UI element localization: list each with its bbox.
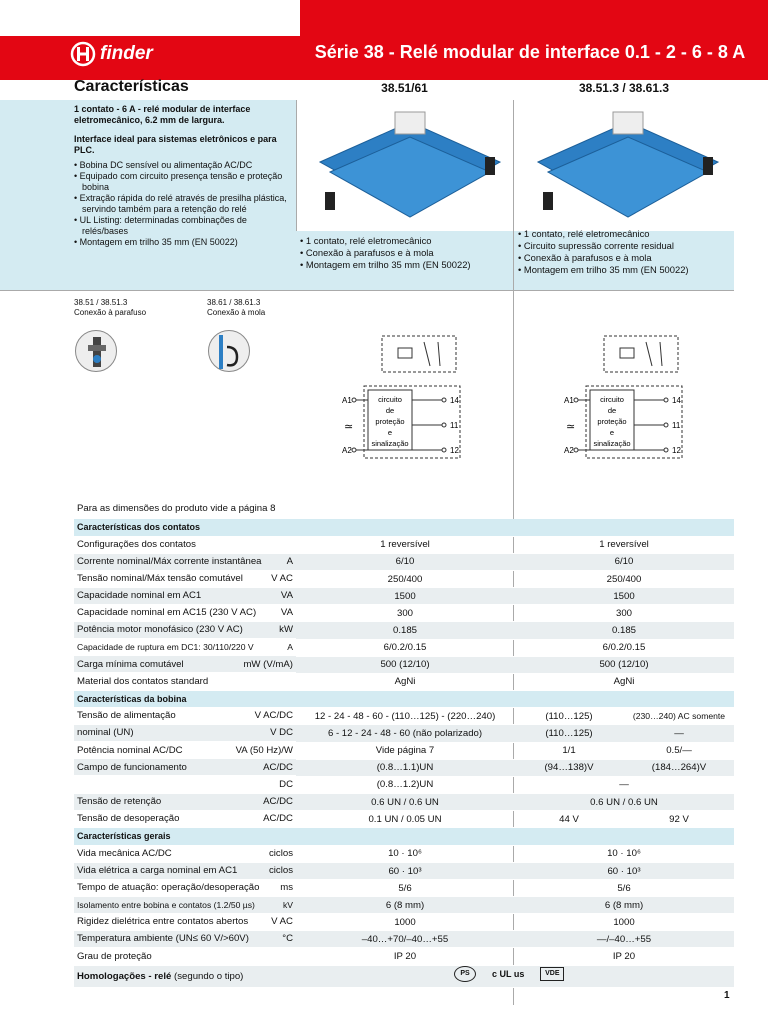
- intro-bold-2: Interface ideal para sistemas eletrônicos e para PLC.: [74, 134, 277, 155]
- intro-bold-1: 1 contato - 6 A - relé modular de interface eletromecânico, 6.2 mm de largura.: [74, 104, 251, 125]
- table-row: Temperatura ambiente (UN≤ 60 V/>60V) °C –40…+70/–40…+55 —/–40…+55: [74, 931, 734, 948]
- approval-marks: [454, 966, 564, 982]
- svg-text:de: de: [607, 406, 617, 415]
- spec-table: [74, 519, 734, 988]
- table-row: Capacidade nominal em AC1 VA 1500 1500: [74, 588, 734, 605]
- svg-text:circuito: circuito: [378, 395, 402, 404]
- feature-item: • Montagem em trilho 35 mm (EN 50022): [300, 259, 471, 270]
- table-row: Corrente nominal/Máx corrente instantânea A 6/10 6/10: [74, 553, 734, 571]
- table-row: Vida elétrica a carga nominal em AC1 ciclos 60 · 10³ 60 · 10³: [74, 863, 734, 880]
- svg-text:sinalização: sinalização: [593, 439, 631, 448]
- terminal-a1: A1: [564, 396, 574, 405]
- terminal-12: 12: [672, 446, 681, 455]
- col1-features: [300, 235, 510, 271]
- intro-bullet: • Montagem em trilho 35 mm (EN 50022): [74, 237, 238, 247]
- table-row: Configurações dos contatos 1 reversível 1 reversível: [74, 536, 734, 553]
- table-row: Isolamento entre bobina e contatos (1.2/50 µs) kV 6 (8 mm) 6 (8 mm): [74, 897, 734, 914]
- ul-mark-icon: c UL us: [492, 969, 525, 979]
- section-row-contacts: Características dos contatos: [74, 519, 734, 536]
- table-row: Capacidade de ruptura em DC1: 30/110/220 V A 6/0.2/0.15 6/0.2/0.15: [74, 639, 734, 656]
- terminal-14: 14: [672, 396, 681, 405]
- ps-mark-icon: PS: [454, 966, 476, 982]
- feature-item: • Conexão à parafusos e à mola: [300, 247, 434, 258]
- finder-logo: [70, 38, 153, 70]
- feature-item: • Montagem em trilho 35 mm (EN 50022): [518, 264, 689, 275]
- intro-bullet: • Equipado com circuito presença tensão e proteção bobina: [74, 171, 283, 192]
- ac-dc-symbol: ≃: [344, 421, 354, 433]
- feature-item: • Conexão à parafusos e à mola: [518, 252, 652, 263]
- section-row-coil: Características da bobina: [74, 690, 734, 707]
- table-row: nominal (UN) V DC 6 - 12 - 24 - 48 - 60 (não polarizado) (110…125) —: [74, 725, 734, 742]
- table-row: Grau de proteção IP 20 IP 20: [74, 948, 734, 965]
- svg-text:de: de: [385, 406, 395, 415]
- table-row: Material dos contatos standard AgNi AgNi: [74, 673, 734, 690]
- brand-name: finder: [100, 43, 153, 64]
- table-row: Tempo de atuação: operação/desoperação ms 5/6 5/6: [74, 880, 734, 897]
- connection-spring: 38.61 / 38.61.3 Conexão à mola: [207, 298, 266, 317]
- terminal-11: 11: [672, 421, 681, 430]
- feature-item: • 1 contato, relé eletromecânico: [518, 228, 650, 239]
- table-row: Carga mínima comutável mW (V/mA) 500 (12/10) 500 (12/10): [74, 656, 734, 673]
- page-number: 1: [724, 990, 730, 1001]
- terminal-12: 12: [450, 446, 459, 455]
- terminal-14: 14: [450, 396, 459, 405]
- svg-text:sinalização: sinalização: [371, 439, 409, 448]
- feature-item: • 1 contato, relé eletromecânico: [300, 235, 432, 246]
- table-row: Tensão de retenção AC/DC 0.6 UN / 0.6 UN 0.6 UN / 0.6 UN: [74, 793, 734, 811]
- table-row-approvals: Homologações - relé (segundo o tipo): [74, 965, 734, 987]
- table-row: Potência motor monofásico (230 V AC) kW 0.185 0.185: [74, 622, 734, 639]
- svg-text:proteção: proteção: [597, 417, 627, 426]
- product-image-38-51: [300, 102, 510, 228]
- row-divider: [0, 290, 734, 291]
- intro-bullet: • Extração rápida do relé através de presilha plástica, servindo também para a retenção do relé: [74, 193, 287, 214]
- finder-logo-icon: [70, 41, 96, 67]
- col2-features: [518, 228, 732, 276]
- table-row: Tensão nominal/Máx tensão comutável V AC 250/400 250/400: [74, 571, 734, 588]
- column-heading-2: 38.51.3 / 38.61.3: [578, 81, 670, 95]
- vde-mark-icon: VDE: [540, 967, 564, 981]
- terminal-11: 11: [450, 421, 459, 430]
- product-image-38-51-3: [518, 102, 730, 228]
- table-row: Campo de funcionamento AC/DC (0.8…1.1)UN (94…138)V (184…264)V: [74, 759, 734, 776]
- column-heading-1: 38.51/61: [381, 81, 428, 95]
- connection-screw: 38.51 / 38.51.3 Conexão à parafuso: [74, 298, 147, 317]
- intro-bullet: • UL Listing: determinadas combinações de relés/bases: [74, 215, 247, 236]
- svg-text:proteção: proteção: [375, 417, 405, 426]
- feature-item: • Circuito supressão corrente residual: [518, 240, 674, 251]
- svg-text:e: e: [609, 428, 615, 437]
- section-row-general: Características gerais: [74, 828, 734, 845]
- terminal-a2: A2: [342, 446, 352, 455]
- wiring-diagram-2: [562, 332, 692, 462]
- screw-terminal-icon: [75, 330, 117, 372]
- section-title: Características: [74, 78, 189, 95]
- header-white-corner: [0, 0, 300, 36]
- table-row: Tensão de alimentação V AC/DC 12 - 24 - 48 - 60 - (110…125) - (220…240) (110…125) (230…240) AC somente: [74, 707, 734, 725]
- wiring-diagram-1: [340, 332, 470, 462]
- svg-text:e: e: [387, 428, 393, 437]
- ac-dc-symbol: ≃: [566, 421, 576, 433]
- table-row: Tensão de desoperação AC/DC 0.1 UN / 0.05 UN 44 V 92 V: [74, 811, 734, 828]
- terminal-a1: A1: [342, 396, 352, 405]
- table-row: DC (0.8…1.2)UN —: [74, 776, 734, 793]
- intro-bullet: • Bobina DC sensível ou alimentação AC/DC: [74, 160, 253, 170]
- table-row: Capacidade nominal em AC15 (230 V AC) VA 300 300: [74, 605, 734, 622]
- table-row: Potência nominal AC/DC VA (50 Hz)/W Vide página 7 1/1 0.5/—: [74, 742, 734, 759]
- series-title: Série 38 - Relé modular de interface 0.1 - 2 - 6 - 8 A: [314, 42, 746, 62]
- intro-text: [74, 104, 294, 248]
- terminal-a2: A2: [564, 446, 574, 455]
- svg-text:circuito: circuito: [600, 395, 624, 404]
- table-row: Rigidez dielétrica entre contatos abertos V AC 1000 1000: [74, 914, 734, 931]
- spring-terminal-icon: [208, 330, 250, 372]
- dimensions-note: Para as dimensões do produto vide a página 8: [77, 503, 276, 514]
- table-row: Vida mecânica AC/DC ciclos 10 · 10⁶ 10 · 10⁶: [74, 845, 734, 863]
